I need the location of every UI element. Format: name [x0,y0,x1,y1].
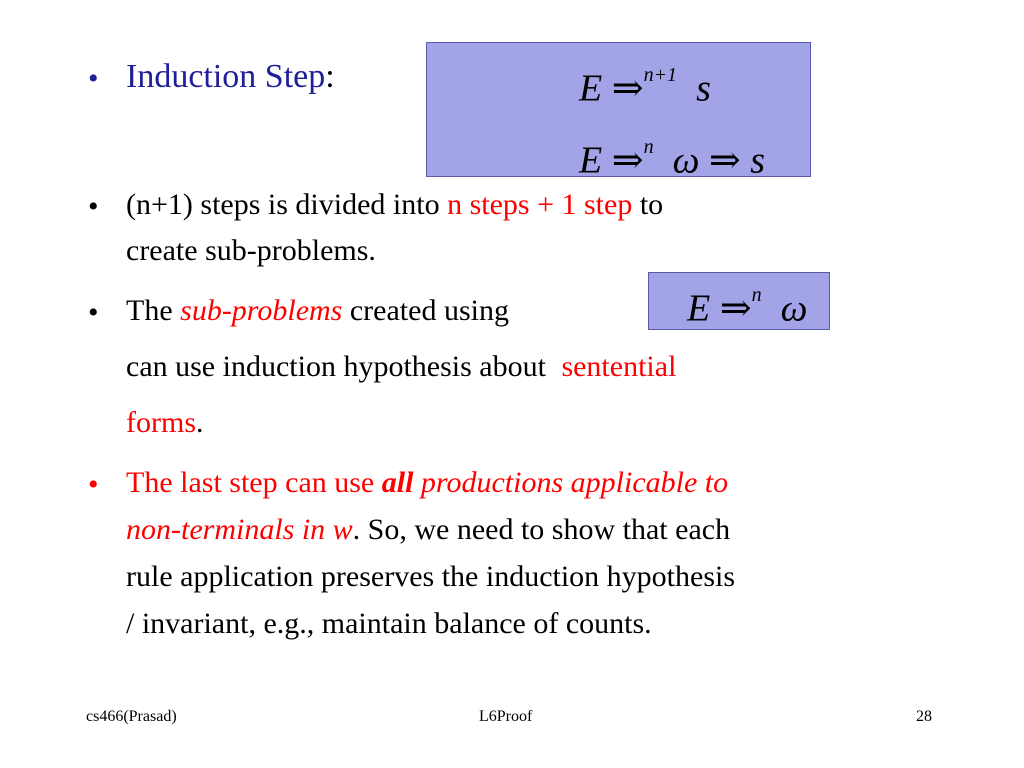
bullet-2-line-2-highlight: sentential [561,350,677,383]
bullet-2-line-1 [126,294,509,328]
math-var-e: E [687,287,711,330]
bullet-1-marker: • [88,190,99,223]
bullet-3-line-3: rule application preserves the induction hypothesis [126,560,736,593]
derives-arrow-icon: ⇒ [611,139,644,182]
bullet-2-line-3-period: . [196,406,204,439]
math-line-1 [579,61,711,109]
math-line-2 [579,133,765,181]
bullet-3-line-2-text: . So, we need to show that each [352,513,731,546]
derives-arrow-icon: ⇒ [719,287,752,330]
bullet-3-marker: • [88,468,99,501]
bullet-2-line-3 [126,406,204,440]
bullet-2-line-3-highlight: forms [126,406,196,439]
bullet-3-line-2 [126,513,730,547]
bullet-2-highlight: sub-problems [180,294,343,327]
slide-heading [126,60,335,94]
math-omega: ω [672,139,700,182]
derives-arrow-icon: ⇒ [611,67,644,110]
bullet-2-line-2 [126,350,676,384]
heading-text: Induction Step [126,58,326,95]
footer-center: L6Proof [479,708,533,725]
bullet-1-highlight: n steps + 1 step [447,188,633,221]
math-var-e: E [579,139,603,182]
math-omega: ω [780,287,808,330]
heading-bullet: • [88,62,99,95]
math-superscript: n+1 [643,64,678,86]
bullet-2-text-end: created using [342,294,509,327]
heading-colon: : [325,58,335,95]
bullet-1-text: (n+1) steps is divided into [126,188,448,221]
bullet-1-text-end: to [632,188,664,221]
math-small-expression [687,281,807,329]
bullet-1-line-1 [126,188,663,222]
math-superscript: n [643,136,654,158]
bullet-2-text: The [126,294,181,327]
bullet-3-line-2-italic: non-terminals in w [126,513,353,546]
bullet-1-line-2: create sub-problems. [126,234,376,267]
bullet-3-line-4: / invariant, e.g., maintain balance of counts. [126,607,652,640]
footer-left: cs466(Prasad) [86,708,177,725]
bullet-2-line-2-text: can use induction hypothesis about [126,350,554,383]
math-var-s: s [750,139,766,182]
footer-page-number: 28 [916,708,932,725]
math-box-subderivation [648,272,830,330]
bullet-3-italic: productions applicable to [413,466,729,499]
math-superscript: n [751,284,762,306]
math-var-s: s [696,67,711,110]
math-box-derivation [426,42,811,182]
bullet-3-line-1 [126,466,728,500]
bullet-3-text: The last step can use [126,466,382,499]
math-var-e: E [579,67,603,110]
bullet-3-bold: all [381,466,414,499]
derives-arrow-icon: ⇒ [708,139,741,182]
bullet-2-marker: • [88,296,99,329]
